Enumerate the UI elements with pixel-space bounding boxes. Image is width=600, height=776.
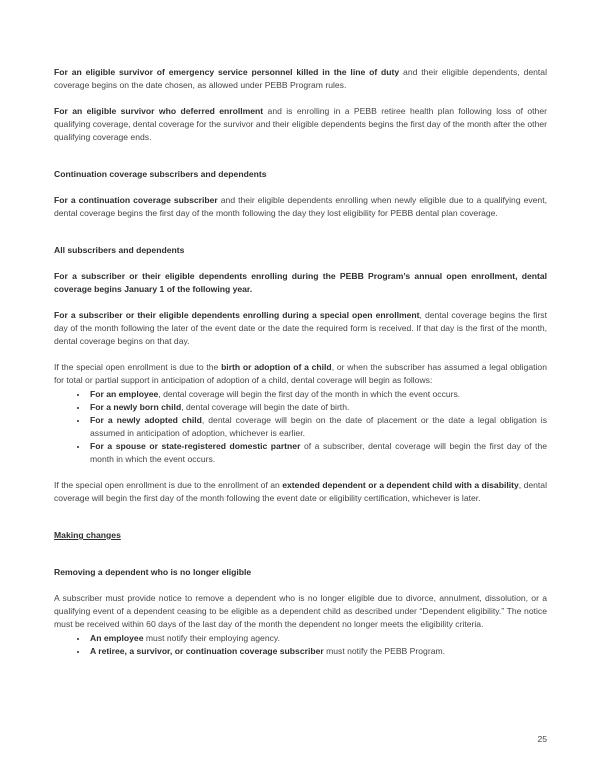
text-run-bold: birth or adoption of a child [221,362,332,372]
text-run-bold: extended dependent or a dependent child with a disability [282,480,519,490]
text-run: , dental coverage will begin the date of birth. [181,402,350,412]
text-run-bold: For a newly born child [90,402,182,412]
text-run: must notify the PEBB Program. [323,646,446,656]
text-run: , dental coverage will begin the first day of the month following the event date or eligibility certification, whichever is later. [54,480,547,503]
text-run-bold: For a continuation coverage subscriber [54,195,218,205]
text-run: If the special open enrollment is due to the enrollment of an [54,480,283,490]
bullet-item-employee-notify [88,632,547,645]
paragraph-special-open-enrollment [54,309,547,348]
paragraph-birth-adoption [54,361,547,387]
paragraph-survivor-line-of-duty [54,66,547,92]
text-run-bold: For a subscriber or their eligible dependents enrolling during a special open enrollment [54,310,420,320]
bullet-list-notify [54,632,547,658]
text-run: must notify their employing agency. [143,633,280,643]
text-run: , dental coverage begins the first day of the month following the later of the event date or the date the required form is received. If that day is the first of the month, dental coverage begins on that day. [54,310,547,346]
text-run: and their eligible dependents enrolling when newly eligible due to a qualifying event, dental coverage begins the first day of the month following the day they lost eligibility for PEBB dental plan coverage. [54,195,547,218]
text-run: and is enrolling in a PEBB retiree health plan following loss of other qualifying coverage, dental coverage for the survivor and their eligible dependents begins the first day of the month after the other qualifying coverage ends. [54,106,547,142]
bullet-list-birth-adoption [54,388,547,466]
text-run-bold: An employee [90,633,144,643]
bullet-item-retiree-notify [88,645,547,658]
heading-removing-dependent: Removing a dependent who is no longer eligible [54,567,252,577]
page-number: 25 [537,734,547,744]
text-run-bold: For a newly adopted child [90,415,202,425]
text-run-bold: For an eligible survivor of emergency service personnel killed in the line of duty [54,67,400,77]
text-run-bold: For an eligible survivor who deferred enrollment [54,106,264,116]
paragraph-continuation-subscriber [54,194,547,220]
text-run: If the special open enrollment is due to the [54,362,222,372]
bullet-item-newly-adopted-child [88,414,547,440]
text-run-bold: For a subscriber or their eligible dependents enrolling during the PEBB Program’s annual open enrollment, dental coverage begins January 1 of the following year. [54,271,547,294]
heading-continuation-coverage: Continuation coverage subscribers and dependents [54,169,267,179]
bullet-item-employee [88,388,547,401]
text-run-bold: A retiree, a survivor, or continuation coverage subscriber [90,646,324,656]
bullet-item-spouse-partner [88,440,547,466]
paragraph-survivor-deferred [54,105,547,144]
paragraph-annual-open-enrollment [54,270,547,296]
bullet-item-newly-born-child [88,401,547,414]
heading-making-changes: Making changes [54,530,121,540]
text-run-bold: For a spouse or state-registered domestic partner [90,441,301,451]
paragraph-removing-dependent: A subscriber must provide notice to remove a dependent who is no longer eligible due to divorce, annulment, dissolution, or a qualifying event of a dependent ceasing to be eligible as a dependent child as described under “Dependent eligibility.” The notice must be received within 60 days of the last day of the month the dependent no longer meets the eligibility criteria. [54,593,547,629]
paragraph-extended-dependent [54,479,547,505]
text-run: , dental coverage will begin the first day of the month in which the event occurs. [158,389,461,399]
text-run: of a subscriber, dental coverage will begin the first day of the month in which the event occurs. [90,441,547,464]
text-run: and their eligible dependents, dental coverage begins on the date chosen, as allowed under PEBB Program rules. [54,67,547,90]
text-run: , dental coverage will begin on the date of placement or the date a legal obligation is assumed in anticipation of adoption, whichever is earlier. [90,415,547,438]
heading-all-subscribers: All subscribers and dependents [54,245,185,255]
text-run: , or when the subscriber has assumed a legal obligation for total or partial support in anticipation of adoption of a child, dental coverage will begin as follows: [54,362,547,385]
text-run-bold: For an employee [90,389,159,399]
